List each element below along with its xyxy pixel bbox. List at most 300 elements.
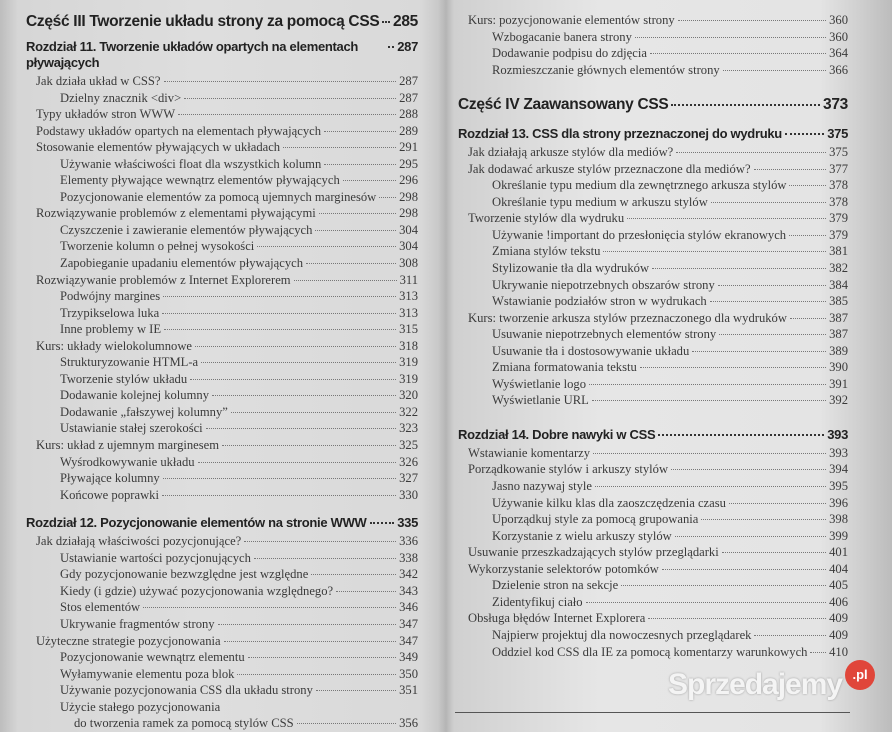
dot-leader <box>283 147 396 148</box>
page-number: 356 <box>399 716 418 731</box>
page-number: 288 <box>399 107 418 122</box>
page-number: 326 <box>399 454 418 469</box>
entry-title: Pozycjonowanie wewnątrz elementu <box>60 650 245 665</box>
entry-title: Elementy pływające wewnątrz elementów pływających <box>60 173 340 188</box>
toc-entry <box>26 338 418 355</box>
entry-title: Zmiana stylów tekstu <box>492 244 601 259</box>
toc-entry <box>458 260 848 277</box>
dot-leader <box>315 230 396 231</box>
entry-title: Tworzenie stylów dla wydruku <box>468 211 625 226</box>
toc-entry <box>26 387 418 404</box>
dot-leader <box>163 296 396 297</box>
dot-leader <box>675 536 826 537</box>
dot-leader <box>164 81 397 82</box>
entry-title: Inne problemy w IE <box>60 322 162 337</box>
entry-title: Stylizowanie tła dla wydruków <box>492 261 650 276</box>
toc-entry <box>26 533 418 550</box>
toc-entry <box>26 189 418 206</box>
toc-chapter-heading <box>26 513 418 533</box>
page-number: 395 <box>829 479 848 494</box>
page-number: 295 <box>399 156 418 171</box>
page-number: 377 <box>829 161 848 176</box>
toc-entry <box>458 392 848 409</box>
dot-leader <box>324 131 396 132</box>
dot-leader <box>754 169 827 170</box>
page-number: 404 <box>829 561 848 576</box>
page-number: 391 <box>829 376 848 391</box>
page-number: 381 <box>829 244 848 259</box>
entry-title: Wzbogacanie banera strony <box>492 29 632 44</box>
page-number: 399 <box>829 528 848 543</box>
page-number: 319 <box>399 355 418 370</box>
dot-leader <box>222 445 396 446</box>
dot-leader <box>671 469 826 470</box>
entry-title: Usuwanie przeszkadzających stylów przeglądarki <box>468 545 719 560</box>
page-number: 313 <box>399 305 418 320</box>
entry-title: Końcowe poprawki <box>60 487 159 502</box>
toc-entry <box>26 354 418 371</box>
entry-title: Porządkowanie stylów i arkuszy stylów <box>468 462 669 477</box>
dot-leader <box>790 318 826 319</box>
entry-title: Rozdział 13. CSS dla strony przeznaczonej do wydruku <box>458 126 782 142</box>
toc-entry <box>458 610 848 627</box>
entry-title: Wstawianie komentarzy <box>468 445 591 460</box>
entry-title: Użycie stałego pozycjonowania <box>60 699 221 714</box>
page-number: 347 <box>399 633 418 648</box>
page-number: 394 <box>829 462 848 477</box>
toc-entry <box>26 437 418 454</box>
page-number: 360 <box>829 13 848 27</box>
entry-title: Rozmieszczanie głównych elementów strony <box>492 62 720 77</box>
dot-leader <box>178 114 396 115</box>
entry-title: Dodawanie „fałszywej kolumny” <box>60 404 228 419</box>
entry-title: Wyświetlanie logo <box>492 376 587 391</box>
page-number: 364 <box>829 46 848 61</box>
dot-leader <box>652 268 826 269</box>
entry-title: Określanie typu medium dla zewnętrznego arkusza stylów <box>492 178 787 193</box>
entry-title: Wstawianie podziałów stron w wydrukach <box>492 294 707 309</box>
page-number: 289 <box>399 123 418 138</box>
entry-title: Jak dodawać arkusze stylów przeznaczone dla mediów? <box>468 161 751 176</box>
toc-entry <box>458 177 848 194</box>
spacer <box>458 78 848 92</box>
toc-entry <box>26 73 418 90</box>
dot-leader <box>336 591 396 592</box>
page-number: 320 <box>399 388 418 403</box>
entry-title: Uporządkuj style za pomocą grupowania <box>492 512 699 527</box>
entry-title: Rozwiązywanie problemów z Internet Explorerem <box>36 272 291 287</box>
dot-leader <box>729 503 826 504</box>
entry-title: Usuwanie tła i dostosowywanie układu <box>492 343 690 358</box>
toc-entry <box>458 277 848 294</box>
page-number: 366 <box>829 62 848 77</box>
page-number: 298 <box>399 206 418 221</box>
page-number: 389 <box>829 343 848 358</box>
page-number: 323 <box>399 421 418 436</box>
page-number: 346 <box>399 600 418 615</box>
entry-title: Rozwiązywanie problemów z elementami pływającymi <box>36 206 316 221</box>
toc-entry <box>26 205 418 222</box>
toc-entry <box>26 371 418 388</box>
toc-entry <box>26 238 418 255</box>
page-number: 285 <box>393 13 418 30</box>
entry-title: Dzielny znacznik <div> <box>60 90 182 105</box>
entry-title: Pływające kolumny <box>60 471 160 486</box>
toc-entry <box>26 272 418 289</box>
entry-title: Rozdział 11. Tworzenie układów opartych na elementach pływających <box>26 39 359 70</box>
toc-entry <box>458 243 848 260</box>
page-number: 410 <box>829 644 848 659</box>
entry-title: Kurs: układy wielokolumnowe <box>36 338 193 353</box>
page-footer-rule <box>455 712 850 713</box>
entry-title-line2: do tworzenia ramek za pomocą stylów CSS <box>74 716 294 731</box>
toc-entry <box>26 123 418 140</box>
page-number: 308 <box>399 256 418 271</box>
dot-leader <box>162 313 396 314</box>
dot-leader <box>190 379 396 380</box>
dot-leader <box>184 98 396 99</box>
page-number: 401 <box>829 545 848 560</box>
entry-title: Zmiana formatowania tekstu <box>492 360 637 375</box>
entry-title: Najpierw projektuj dla nowoczesnych przeglądarek <box>492 627 752 642</box>
dot-leader <box>593 453 826 454</box>
page-number: 387 <box>829 327 848 342</box>
toc-entry <box>26 255 418 272</box>
entry-title: Kurs: pozycjonowanie elementów strony <box>468 13 675 27</box>
toc-entry <box>26 550 418 567</box>
dot-leader <box>164 329 396 330</box>
entry-title: Używanie pozycjonowania CSS dla układu strony <box>60 683 313 698</box>
toc-entry <box>26 305 418 322</box>
dot-leader <box>810 652 826 653</box>
page-number: 385 <box>829 294 848 309</box>
toc-entry <box>458 161 848 178</box>
page-number: 390 <box>829 360 848 375</box>
dot-leader <box>244 541 396 542</box>
dot-leader <box>231 412 396 413</box>
dot-leader <box>595 486 826 487</box>
entry-title: Tworzenie stylów układu <box>60 371 188 386</box>
page-number: 291 <box>399 140 418 155</box>
entry-title: Część IV Zaawansowany CSS <box>458 96 669 114</box>
dot-leader <box>650 53 826 54</box>
dot-leader <box>143 607 396 608</box>
toc-entry <box>26 470 418 487</box>
toc-entry <box>26 172 418 189</box>
toc-entry <box>26 156 418 173</box>
entry-title: Tworzenie kolumn o pełnej wysokości <box>60 239 255 254</box>
toc-entry <box>26 633 418 650</box>
toc-entry <box>458 478 848 495</box>
entry-title: Usuwanie niepotrzebnych elementów strony <box>492 327 717 342</box>
entry-title: Trzypikselowa luka <box>60 305 160 320</box>
page-number: 350 <box>399 666 418 681</box>
dot-leader <box>294 280 397 281</box>
dot-leader <box>701 519 826 520</box>
dot-leader <box>212 395 396 396</box>
toc-entry <box>458 45 848 62</box>
dot-leader <box>711 202 826 203</box>
page-number: 315 <box>399 322 418 337</box>
entry-title: Część III Tworzenie układu strony za pomocą CSS <box>26 13 380 30</box>
dot-leader <box>718 285 826 286</box>
dot-leader <box>603 251 826 252</box>
page-number: 406 <box>829 594 848 609</box>
entry-title: Używanie kilku klas dla zaoszczędzenia czasu <box>492 495 726 510</box>
entry-title: Podwójny margines <box>60 289 161 304</box>
toc-entry <box>26 404 418 421</box>
page-number: 304 <box>399 222 418 237</box>
toc-chapter-heading <box>26 37 418 73</box>
entry-title-line1 <box>60 699 418 716</box>
page-number: 330 <box>399 487 418 502</box>
toc-entry <box>458 293 848 310</box>
dot-leader <box>754 635 826 636</box>
toc-entry <box>458 310 848 327</box>
entry-title: Dzielenie stron na sekcje <box>492 578 619 593</box>
toc-entry <box>26 106 418 123</box>
dot-leader <box>162 495 396 496</box>
page-number: 327 <box>399 471 418 486</box>
entry-title: Rozdział 12. Pozycjonowanie elementów na stronie WWW <box>26 515 367 531</box>
entry-title: Stos elementów <box>60 600 141 615</box>
toc-entry <box>26 699 418 732</box>
entry-title: Jak działają arkusze stylów dla mediów? <box>468 145 674 160</box>
entry-title: Określanie typu medium w arkuszu stylów <box>492 194 708 209</box>
toc-entry <box>458 495 848 512</box>
page-number: 409 <box>829 611 848 626</box>
dot-leader <box>306 263 396 264</box>
dot-leader <box>257 246 396 247</box>
toc-entry <box>458 227 848 244</box>
spacer <box>458 409 848 425</box>
entry-title: Typy układów stron WWW <box>36 107 176 122</box>
toc-entry <box>458 62 848 79</box>
dot-leader <box>163 478 396 479</box>
toc-entry <box>458 594 848 611</box>
page-number: 287 <box>399 90 418 105</box>
toc-entry <box>458 144 848 161</box>
dot-leader <box>789 235 826 236</box>
page-number: 325 <box>399 438 418 453</box>
entry-title: Rozdział 14. Dobre nawyki w CSS <box>458 426 656 442</box>
entry-title: Korzystanie z wielu arkuszy stylów <box>492 528 672 543</box>
entry-title: Stosowanie elementów pływających w układach <box>36 140 281 155</box>
page-number: 360 <box>829 29 848 44</box>
toc-entry <box>458 544 848 561</box>
toc-entry <box>458 445 848 462</box>
dot-leader <box>206 428 396 429</box>
toc-entry <box>26 599 418 616</box>
page-number: 336 <box>399 534 418 549</box>
entry-title: Kurs: tworzenie arkusza stylów przeznaczonego dla wydruków <box>468 310 787 325</box>
toc-entry <box>458 210 848 227</box>
page-number: 393 <box>829 445 848 460</box>
entry-title: Oddziel kod CSS dla IE za pomocą komentarzy warunkowych <box>492 644 808 659</box>
entry-title: Zapobieganie upadaniu elementów pływających <box>60 256 304 271</box>
dot-leader <box>198 462 397 463</box>
page-number: 392 <box>829 393 848 408</box>
dot-leader <box>311 574 396 575</box>
dot-leader <box>678 20 826 21</box>
dot-leader <box>201 362 396 363</box>
toc-entry <box>26 682 418 699</box>
dot-leader <box>723 70 826 71</box>
dot-leader <box>379 197 396 198</box>
toc-entry <box>26 566 418 583</box>
entry-title: Podstawy układów opartych na elementach pływających <box>36 123 322 138</box>
page-number: 318 <box>399 338 418 353</box>
toc-entry <box>26 90 418 107</box>
page-number: 304 <box>399 239 418 254</box>
dot-leader <box>254 558 396 559</box>
page-number: 378 <box>829 194 848 209</box>
dot-leader <box>589 384 826 385</box>
watermark-text: Sprzedajemy <box>668 668 843 701</box>
page-number: 347 <box>399 616 418 631</box>
sprzedajemy-watermark-logo <box>668 668 875 702</box>
page-number: 287 <box>397 39 418 54</box>
page-number: 398 <box>829 512 848 527</box>
entry-title: Zidentyfikuj ciało <box>492 594 583 609</box>
dot-leader <box>388 46 394 48</box>
entry-title: Wyłamywanie elementu poza blok <box>60 666 235 681</box>
dot-leader <box>722 552 826 553</box>
dot-leader <box>297 723 396 724</box>
toc-part-heading <box>458 92 848 118</box>
dot-leader <box>316 690 396 691</box>
entry-title: Ustawianie stałej szerokości <box>60 421 203 436</box>
toc-chapter-heading <box>458 124 848 144</box>
entry-title: Wyświetlanie URL <box>492 393 589 408</box>
page-number: 319 <box>399 371 418 386</box>
dot-leader <box>343 180 396 181</box>
watermark-badge: .pl <box>845 660 875 690</box>
page-number: 343 <box>399 583 418 598</box>
dot-leader <box>319 213 396 214</box>
toc-entry <box>26 649 418 666</box>
toc-entry <box>458 627 848 644</box>
entry-title: Ustawianie wartości pozycjonujących <box>60 550 251 565</box>
dot-leader <box>224 641 396 642</box>
entry-title: Obsługa błędów Internet Explorera <box>468 611 646 626</box>
left-page-toc <box>26 0 418 732</box>
page-number: 335 <box>397 515 418 531</box>
dot-leader <box>785 133 824 135</box>
toc-entry <box>458 461 848 478</box>
dot-leader <box>676 152 826 153</box>
dot-leader <box>789 185 826 186</box>
toc-entry <box>458 561 848 578</box>
toc-entry <box>458 644 848 661</box>
entry-title: Jak działają właściwości pozycjonujące? <box>36 534 242 549</box>
page-number: 311 <box>399 272 418 287</box>
spacer <box>26 503 418 513</box>
toc-entry <box>26 454 418 471</box>
toc-entry <box>458 12 848 29</box>
page-number: 375 <box>827 126 848 142</box>
dot-leader <box>719 334 826 335</box>
entry-title: Ukrywanie niepotrzebnych obszarów strony <box>492 277 715 292</box>
toc-entry <box>458 359 848 376</box>
page-number: 351 <box>399 683 418 698</box>
entry-title: Dodawanie kolejnej kolumny <box>60 388 209 403</box>
page-number: 379 <box>829 227 848 242</box>
dot-leader <box>370 522 395 524</box>
dot-leader <box>662 569 826 570</box>
page-number: 379 <box>829 211 848 226</box>
page-number: 375 <box>829 145 848 160</box>
entry-title: Użyteczne strategie pozycjonowania <box>36 633 221 648</box>
toc-entry <box>26 139 418 156</box>
toc-part-heading <box>26 9 418 35</box>
toc-entry <box>26 666 418 683</box>
dot-leader <box>586 602 827 603</box>
toc-entry <box>458 343 848 360</box>
dot-leader <box>710 301 826 302</box>
toc-entry <box>26 420 418 437</box>
entry-title: Kurs: układ z ujemnym marginesem <box>36 438 220 453</box>
page-number: 387 <box>829 310 848 325</box>
entry-title: Ukrywanie fragmentów strony <box>60 616 215 631</box>
toc-entry <box>26 321 418 338</box>
entry-title: Wykorzystanie selektorów potomków <box>468 561 659 576</box>
toc-entry <box>458 194 848 211</box>
page-number: 405 <box>829 578 848 593</box>
toc-entry <box>458 29 848 46</box>
entry-title: Wyśrodkowywanie układu <box>60 454 195 469</box>
dot-leader <box>382 21 390 23</box>
page-number: 349 <box>399 650 418 665</box>
toc-entry <box>26 288 418 305</box>
toc-entry <box>26 487 418 504</box>
toc-entry <box>26 583 418 600</box>
page-number: 298 <box>399 189 418 204</box>
entry-title: Gdy pozycjonowanie bezwzględne jest względne <box>60 567 309 582</box>
toc-entry <box>458 376 848 393</box>
dot-leader <box>671 104 820 106</box>
dot-leader <box>592 400 826 401</box>
dot-leader <box>621 585 826 586</box>
dot-leader <box>218 624 397 625</box>
dot-leader <box>237 674 396 675</box>
page-number: 396 <box>829 495 848 510</box>
toc-entry <box>458 511 848 528</box>
page-number: 409 <box>829 627 848 642</box>
page-number: 287 <box>399 74 418 88</box>
entry-title: Strukturyzowanie HTML-a <box>60 355 199 370</box>
page-number: 384 <box>829 277 848 292</box>
page-number: 342 <box>399 567 418 582</box>
entry-title: Czyszczenie i zawieranie elementów pływających <box>60 222 313 237</box>
dot-leader <box>648 618 826 619</box>
entry-title: Pozycjonowanie elementów za pomocą ujemnych marginesów <box>60 189 377 204</box>
entry-title: Używanie właściwości float dla wszystkich kolumn <box>60 156 322 171</box>
page-number: 322 <box>399 404 418 419</box>
dot-leader <box>324 164 396 165</box>
page-number: 338 <box>399 550 418 565</box>
page-number: 382 <box>829 261 848 276</box>
dot-leader <box>248 657 396 658</box>
toc-entry <box>458 326 848 343</box>
dot-leader <box>195 346 396 347</box>
dot-leader <box>692 351 826 352</box>
toc-chapter-heading <box>458 425 848 445</box>
dot-leader <box>635 37 826 38</box>
entry-title: Dodawanie podpisu do zdjęcia <box>492 46 647 61</box>
page-number: 313 <box>399 289 418 304</box>
page-number: 296 <box>399 173 418 188</box>
